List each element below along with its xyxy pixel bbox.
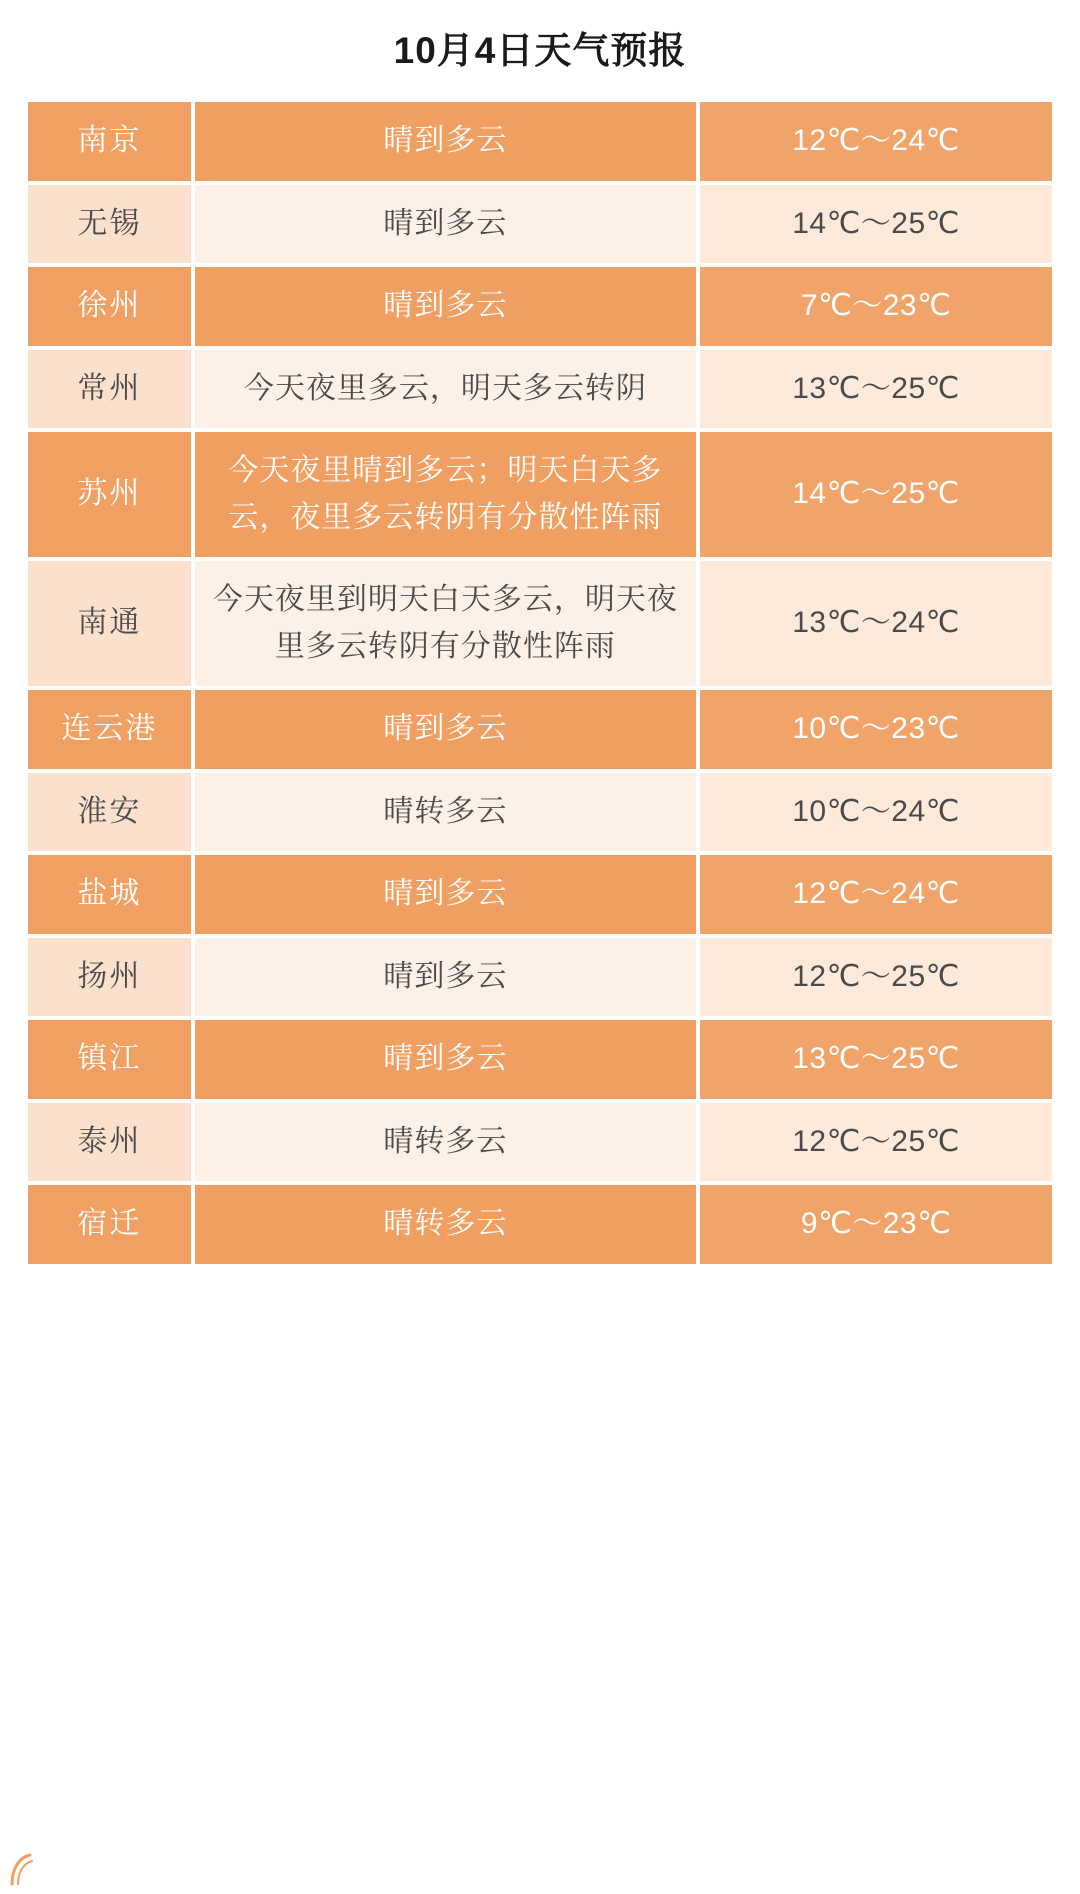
- table-row: [28, 1020, 1052, 1099]
- table-row: [28, 350, 1052, 429]
- temperature-range-cell: 9℃～23℃: [700, 1185, 1052, 1264]
- temperature-range-cell: 12℃～24℃: [700, 855, 1052, 934]
- weather-description-cell: 晴到多云: [195, 185, 696, 264]
- city-cell: 常州: [28, 350, 191, 429]
- page-title: 10月4日天气预报: [393, 30, 687, 71]
- table-row: [28, 561, 1052, 686]
- forecast-table: [24, 98, 1056, 1268]
- temperature-range-cell: 13℃～25℃: [700, 1020, 1052, 1099]
- temperature-range-cell: 7℃～23℃: [700, 267, 1052, 346]
- table-row: [28, 855, 1052, 934]
- weather-description-cell: 晴到多云: [195, 855, 696, 934]
- weather-description-cell: 晴转多云: [195, 773, 696, 852]
- city-cell: 盐城: [28, 855, 191, 934]
- table-row: [28, 690, 1052, 769]
- weather-description-cell: 晴到多云: [195, 102, 696, 181]
- temperature-range-cell: 12℃～24℃: [700, 102, 1052, 181]
- weather-description-cell: 今天夜里到明天白天多云，明天夜里多云转阴有分散性阵雨: [195, 561, 696, 686]
- table-row: [28, 938, 1052, 1017]
- temperature-range-cell: 10℃～24℃: [700, 773, 1052, 852]
- city-cell: 泰州: [28, 1103, 191, 1182]
- temperature-range-cell: 10℃～23℃: [700, 690, 1052, 769]
- city-cell: 扬州: [28, 938, 191, 1017]
- temperature-range-cell: 13℃～24℃: [700, 561, 1052, 686]
- temperature-range-cell: 14℃～25℃: [700, 185, 1052, 264]
- weather-description-cell: 晴转多云: [195, 1185, 696, 1264]
- table-row: [28, 102, 1052, 181]
- table-row: [28, 1185, 1052, 1264]
- city-cell: 镇江: [28, 1020, 191, 1099]
- temperature-range-cell: 12℃～25℃: [700, 938, 1052, 1017]
- table-row: [28, 773, 1052, 852]
- city-cell: 南京: [28, 102, 191, 181]
- city-cell: 南通: [28, 561, 191, 686]
- table-row: [28, 1103, 1052, 1182]
- city-cell: 无锡: [28, 185, 191, 264]
- temperature-range-cell: 13℃～25℃: [700, 350, 1052, 429]
- city-cell: 徐州: [28, 267, 191, 346]
- temperature-range-cell: 14℃～25℃: [700, 432, 1052, 557]
- forecast-table-wrap: [0, 98, 1080, 1268]
- city-cell: 苏州: [28, 432, 191, 557]
- temperature-range-cell: 12℃～25℃: [700, 1103, 1052, 1182]
- city-cell: 淮安: [28, 773, 191, 852]
- city-cell: 连云港: [28, 690, 191, 769]
- city-cell: 宿迁: [28, 1185, 191, 1264]
- weather-description-cell: 晴转多云: [195, 1103, 696, 1182]
- weather-description-cell: 晴到多云: [195, 938, 696, 1017]
- weather-description-cell: 今天夜里晴到多云；明天白天多云，夜里多云转阴有分散性阵雨: [195, 432, 696, 557]
- weather-description-cell: 今天夜里多云，明天多云转阴: [195, 350, 696, 429]
- weather-description-cell: 晴到多云: [195, 1020, 696, 1099]
- table-row: [28, 432, 1052, 557]
- table-row: [28, 185, 1052, 264]
- decorative-corner-mark: [10, 1852, 54, 1886]
- weather-description-cell: 晴到多云: [195, 267, 696, 346]
- weather-description-cell: 晴到多云: [195, 690, 696, 769]
- table-row: [28, 267, 1052, 346]
